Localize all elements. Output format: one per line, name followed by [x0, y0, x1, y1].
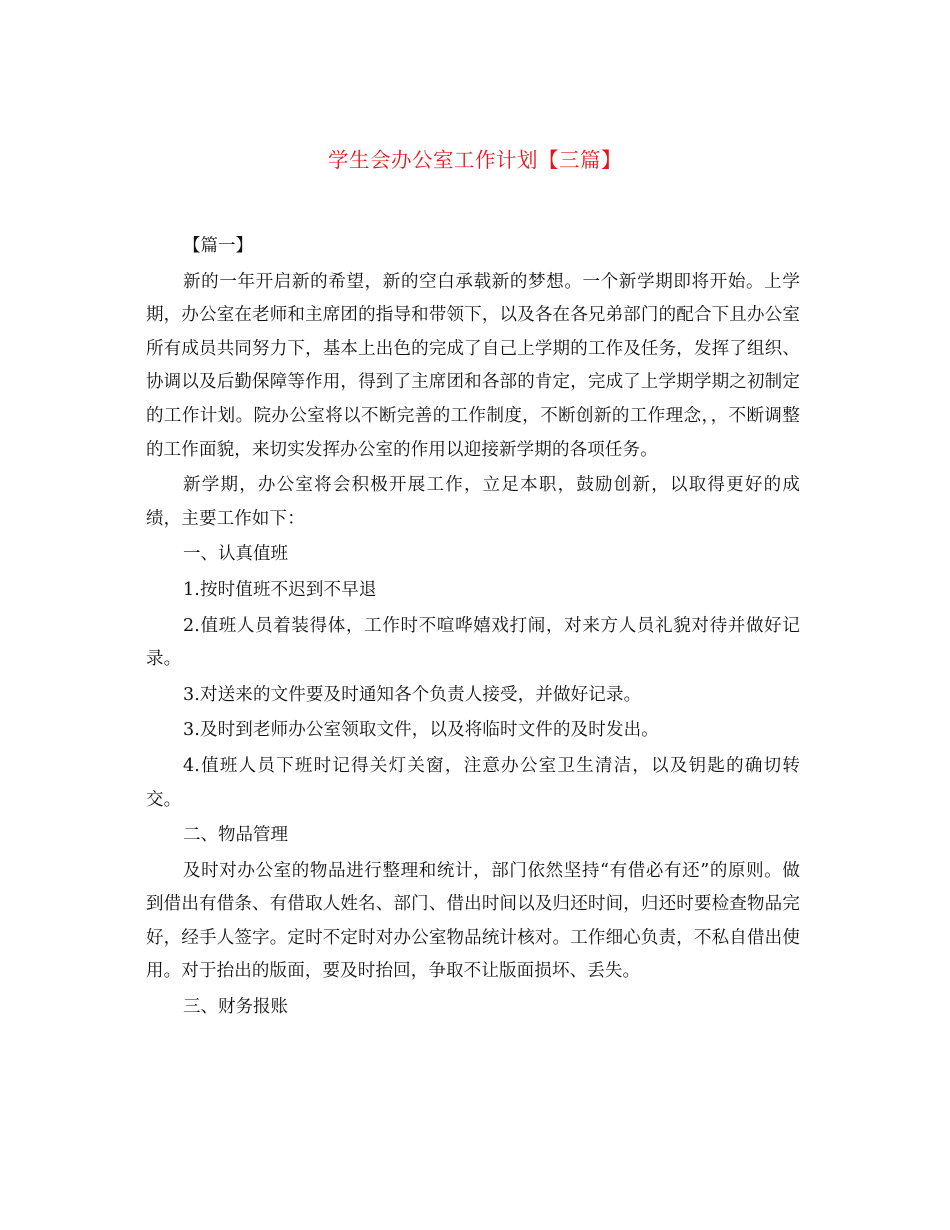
duty-item: 3.对送来的文件要及时通知各个负责人接受，并做好记录。 [183, 684, 642, 705]
duty-item: 3.及时到老师办公室领取文件，以及将临时文件的及时发出。 [183, 720, 659, 741]
document-body [146, 230, 800, 1025]
supplies-paragraph: 及时对办公室的物品进行整理和统计，部门依然坚持“有借必有还”的原则。做到借出有借条、有借取人姓名、部门、借出时间以及归还时间，归还时要检查物品完好，经手人签字。定时不定时对办公室物品统计核对。工作细心负责，不私自借出使用。对于抬出的版面，要及时抬回，争取不让版面损坏、丢失。 [146, 860, 800, 982]
duty-item: 1.按时值班不迟到不早退 [183, 579, 377, 600]
duty-item: 2.值班人员着装得体，工作时不喧哗嬉戏打闹，对来方人员礼貌对待并做好记录。 [146, 615, 800, 670]
document-title: 学生会办公室工作计划【三篇】 [328, 148, 622, 172]
duty-item: 4.值班人员下班时记得关灯关窗，注意办公室卫生清洁，以及钥匙的确切转交。 [146, 755, 800, 810]
section-heading-duty: 一、认真值班 [183, 544, 288, 565]
section-heading-supplies: 二、物品管理 [183, 825, 288, 846]
section-heading-finance: 三、财务报账 [183, 997, 288, 1018]
section-label: 【篇一】 [183, 236, 253, 256]
plan-summary-paragraph: 新学期，办公室将会积极开展工作，立足本职，鼓励创新，以取得更好的成绩，主要工作如下： [146, 475, 800, 529]
intro-paragraph: 新的一年开启新的希望，新的空白承载新的梦想。一个新学期即将开始。上学期，办公室在老师和主席团的指导和带领下，以及各在各兄弟部门的配合下且办公室所有成员共同努力下，基本上出色的完成了自己上学期的工作及任务，发挥了组织、协调以及后勤保障等作用，得到了主席团和各部的肯定，完成了上学期学期之初制定的工作计划。院办公室将以不断完善的工作制度，不断创新的工作理念，，不断调整的工作面貌，来切实发挥办公室的作用以迎接新学期的各项任务。 [146, 271, 800, 460]
